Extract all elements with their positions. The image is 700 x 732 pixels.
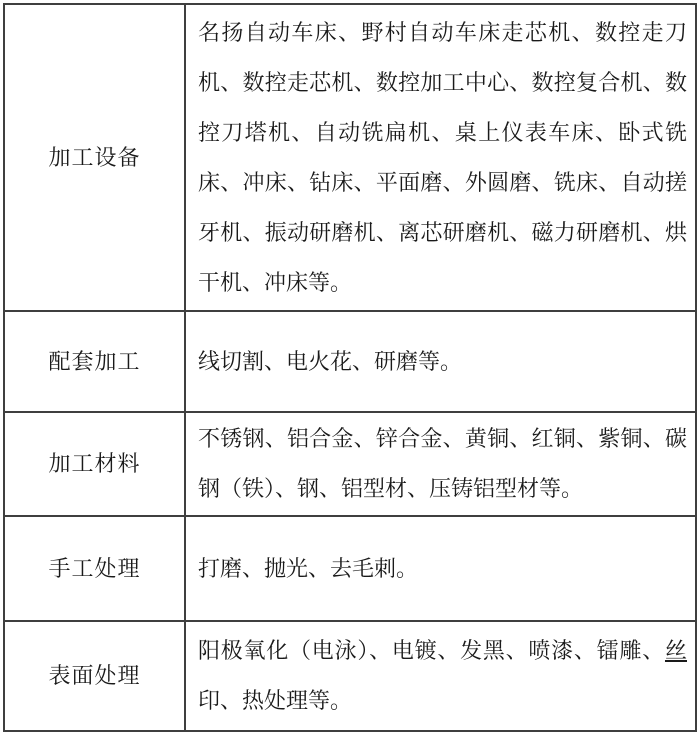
- table-row-processing-materials: [4, 412, 696, 516]
- row-label-supporting-processing: 配套加工: [4, 311, 185, 412]
- table-row-supporting-processing: [4, 311, 696, 412]
- row-label-processing-materials: 加工材料: [4, 412, 185, 516]
- table-row-surface-treatment: [4, 621, 696, 731]
- table-row-processing-equipment: [4, 4, 696, 311]
- row-content-supporting-processing: 线切割、电火花、研磨等。: [185, 311, 696, 412]
- row-label-manual-handling: 手工处理: [4, 516, 185, 621]
- surface-treatment-text-after: 印、热处理等。: [198, 688, 353, 713]
- surface-treatment-underlined-char: 丝: [664, 638, 687, 663]
- row-label-surface-treatment: 表面处理: [4, 621, 185, 731]
- surface-treatment-text-before: 阳极氧化（电泳）、电镀、发黑、喷漆、镭雕、: [198, 638, 665, 663]
- row-label-processing-equipment: 加工设备: [4, 4, 185, 311]
- row-content-manual-handling: 打磨、抛光、去毛刺。: [185, 516, 696, 621]
- capability-spec-table: [3, 3, 697, 732]
- row-content-processing-materials: 不锈钢、铝合金、锌合金、黄铜、红铜、紫铜、碳钢（铁）、钢、铝型材、压铸铝型材等。: [185, 412, 696, 516]
- row-content-surface-treatment: [185, 621, 696, 731]
- row-content-processing-equipment: 名扬自动车床、野村自动车床走芯机、数控走刀机、数控走芯机、数控加工中心、数控复合机、数控刀塔机、自动铣扁机、桌上仪表车床、卧式铣床、冲床、钻床、平面磨、外圆磨、铣床、自动搓牙机、振动研磨机、离芯研磨机、磁力研磨机、烘干机、冲床等。: [185, 4, 696, 311]
- table-row-manual-handling: [4, 516, 696, 621]
